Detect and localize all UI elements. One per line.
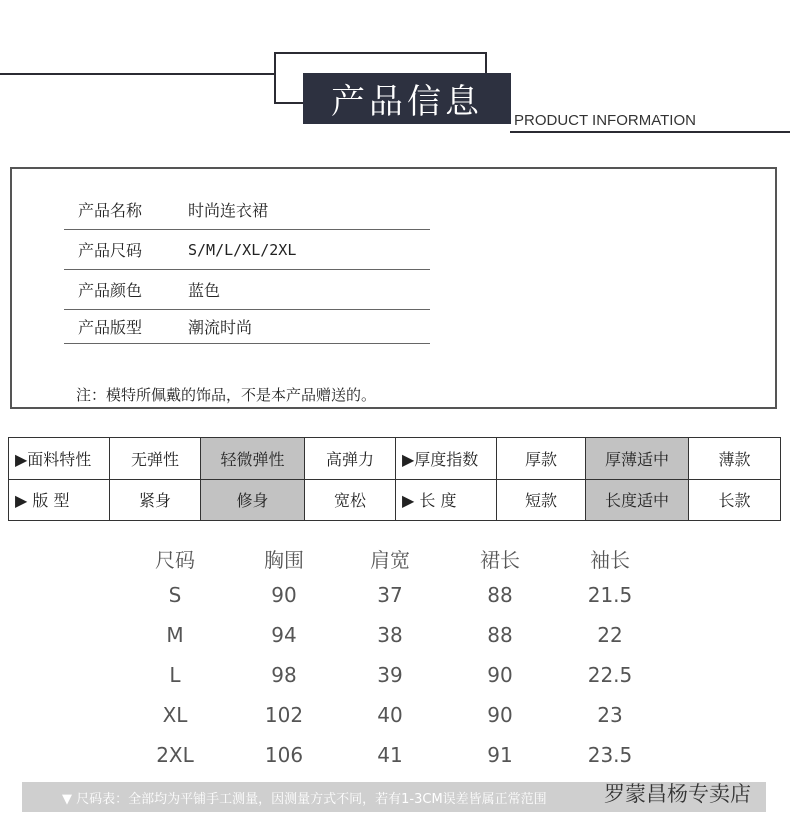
feature-option: 长款 xyxy=(689,479,781,521)
size-cell: L xyxy=(169,663,181,687)
size-cell: 40 xyxy=(377,703,403,727)
info-value: S/M/L/XL/2XL xyxy=(188,240,297,259)
size-header: 裙长 xyxy=(480,548,520,572)
info-note: 注：模特所佩戴的饰品，不是本产品赠送的。 xyxy=(76,386,377,404)
size-cell: 22.5 xyxy=(587,663,633,687)
feature-option: 高弹力 xyxy=(305,438,396,480)
info-label: 产品名称 xyxy=(78,201,143,220)
feature-option-selected: 轻微弹性 xyxy=(201,438,305,480)
size-cell: XL xyxy=(162,703,188,727)
size-cell: 88 xyxy=(487,623,513,647)
info-label: 产品尺码 xyxy=(78,241,143,260)
page-subtitle: PRODUCT INFORMATION xyxy=(514,112,696,129)
feature-option: 薄款 xyxy=(689,438,781,480)
size-cell: 94 xyxy=(271,623,297,647)
features-table xyxy=(8,437,781,521)
size-note-text: ▼ 尺码表：全部均为平铺手工测量，因测量方式不同，若有1-3CM误差皆属正常范围 xyxy=(62,791,547,807)
features-row-fit xyxy=(9,479,781,521)
size-header: 袖长 xyxy=(590,548,630,572)
size-cell: 39 xyxy=(377,663,403,687)
info-row-color xyxy=(64,270,430,310)
size-cell: 23 xyxy=(597,703,623,727)
header-frame-right xyxy=(485,52,487,74)
info-value: 蓝色 xyxy=(188,281,221,300)
feature-option: 紧身 xyxy=(110,479,201,521)
size-header: 肩宽 xyxy=(370,548,410,572)
feature-option: 无弹性 xyxy=(110,438,201,480)
feature-option-selected: 厚薄适中 xyxy=(586,438,689,480)
size-header: 胸围 xyxy=(264,548,304,572)
size-cell: 90 xyxy=(271,583,297,607)
header-frame-top xyxy=(274,52,487,54)
size-cell: 90 xyxy=(487,663,513,687)
size-cell: 2XL xyxy=(156,743,194,767)
info-label: 产品颜色 xyxy=(78,281,143,300)
store-watermark: 罗蒙昌杨专卖店 xyxy=(604,782,751,806)
size-cell: 37 xyxy=(377,583,403,607)
header-line-right xyxy=(510,131,790,133)
size-cell: 23.5 xyxy=(587,743,633,767)
page-title: 产品信息 xyxy=(303,73,511,124)
feature-header: ▶ 长 度 xyxy=(396,479,497,521)
header-frame-left xyxy=(274,52,276,104)
features-row-material xyxy=(9,438,781,480)
size-header: 尺码 xyxy=(155,548,195,572)
size-cell: M xyxy=(166,623,184,647)
feature-option-selected: 长度适中 xyxy=(586,479,689,521)
info-value: 时尚连衣裙 xyxy=(188,201,269,220)
size-cell: 21.5 xyxy=(587,583,633,607)
size-cell: 98 xyxy=(271,663,297,687)
header-line-left xyxy=(0,73,276,75)
size-cell: 90 xyxy=(487,703,513,727)
size-cell: 88 xyxy=(487,583,513,607)
size-cell: 38 xyxy=(377,623,403,647)
feature-option: 宽松 xyxy=(305,479,396,521)
size-cell: 102 xyxy=(264,703,304,727)
feature-option: 厚款 xyxy=(497,438,586,480)
info-row-name xyxy=(64,190,430,230)
feature-option-selected: 修身 xyxy=(201,479,305,521)
size-cell: S xyxy=(168,583,182,607)
size-cell: 41 xyxy=(377,743,403,767)
size-cell: 106 xyxy=(264,743,304,767)
feature-header: ▶ 版 型 xyxy=(9,479,110,521)
size-cell: 22 xyxy=(597,623,623,647)
header-frame-bottom xyxy=(274,102,304,104)
size-cell: 91 xyxy=(487,743,513,767)
info-label: 产品版型 xyxy=(78,318,143,337)
info-row-size xyxy=(64,230,430,270)
feature-header: ▶面料特性 xyxy=(9,438,110,480)
info-row-fit xyxy=(64,310,430,344)
feature-header: ▶厚度指数 xyxy=(396,438,497,480)
info-value: 潮流时尚 xyxy=(188,318,253,337)
feature-option: 短款 xyxy=(497,479,586,521)
